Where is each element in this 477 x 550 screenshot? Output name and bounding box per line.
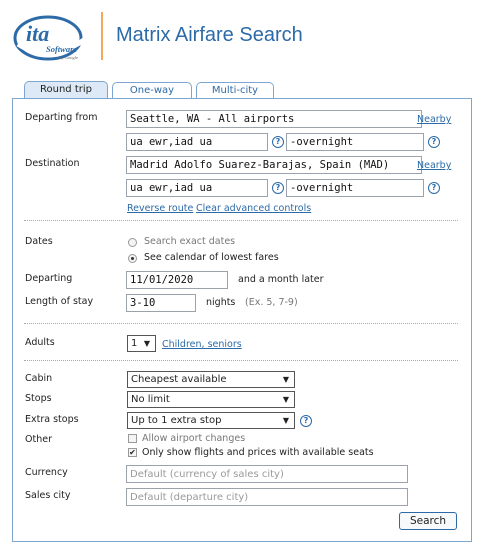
brand-divider <box>101 12 103 60</box>
currency-label: Currency <box>25 467 68 478</box>
other-label: Other <box>25 434 52 445</box>
see-calendar-radio[interactable] <box>128 254 137 263</box>
clear-advanced-controls-link[interactable]: Clear advanced controls <box>196 203 312 214</box>
cabin-select-value: Cheapest available <box>131 374 227 385</box>
chevron-down-icon: ▼ <box>282 375 289 384</box>
logo-by-text: by Google <box>59 55 78 60</box>
departing-nearby-link[interactable]: Nearby <box>417 114 452 125</box>
sales-city-input[interactable]: Default (departure city) <box>126 488 408 506</box>
search-exact-dates-radio[interactable] <box>128 238 137 247</box>
departing-extension-help-icon[interactable]: ? <box>428 136 440 148</box>
destination-routing-help-icon[interactable]: ? <box>272 182 284 194</box>
departing-date-input[interactable]: 11/01/2020 <box>126 271 228 289</box>
cabin-label: Cabin <box>25 373 53 384</box>
length-of-stay-unit: nights <box>206 297 236 308</box>
destination-routing-input[interactable]: ua ewr,iad ua <box>126 179 268 197</box>
available-seats-checkbox[interactable]: ✔ <box>129 448 136 457</box>
departing-label: Departing <box>25 273 73 284</box>
departing-routing-input[interactable]: ua ewr,iad ua <box>126 133 268 151</box>
allow-airport-changes-label: Allow airport changes <box>142 433 246 444</box>
destination-nearby-link[interactable]: Nearby <box>417 160 452 171</box>
destination-input[interactable]: Madrid Adolfo Suarez-Barajas, Spain (MAD) <box>126 156 422 174</box>
extra-stops-select-value: Up to 1 extra stop <box>131 415 222 426</box>
length-of-stay-label: Length of stay <box>25 296 94 307</box>
available-seats-label: Only show flights and prices with available seats <box>142 447 374 458</box>
chevron-down-icon: ▼ <box>143 339 150 348</box>
destination-extension-help-icon[interactable]: ? <box>428 182 440 194</box>
destination-label: Destination <box>25 158 80 169</box>
adults-label: Adults <box>25 337 55 348</box>
logo-main-text: ita <box>26 21 50 46</box>
chevron-down-icon: ▼ <box>282 395 289 404</box>
section-divider <box>24 220 458 221</box>
section-divider <box>24 360 458 361</box>
search-button[interactable]: Search <box>399 512 457 530</box>
ita-software-logo <box>12 14 88 62</box>
length-of-stay-hint: (Ex. 5, 7-9) <box>245 297 298 308</box>
sales-city-label: Sales city <box>25 490 71 501</box>
currency-input[interactable]: Default (currency of sales city) <box>126 465 408 483</box>
extra-stops-label: Extra stops <box>25 414 79 425</box>
search-exact-dates-label: Search exact dates <box>144 236 236 247</box>
extra-stops-help-icon[interactable]: ? <box>300 415 312 427</box>
departing-extension-input[interactable]: -overnight <box>286 133 424 151</box>
allow-airport-changes-checkbox[interactable] <box>128 434 137 443</box>
page-title: Matrix Airfare Search <box>116 24 303 46</box>
departing-from-input[interactable]: Seattle, WA - All airports <box>126 110 422 128</box>
dates-label: Dates <box>25 236 53 247</box>
tab-round-trip[interactable]: Round trip <box>24 81 108 100</box>
children-seniors-link[interactable]: Children, seniors <box>162 339 242 350</box>
departing-from-label: Departing from <box>25 112 98 123</box>
logo-sub-text: Software <box>46 44 78 54</box>
stops-select[interactable] <box>127 391 295 408</box>
adults-select-value: 1 <box>131 338 138 349</box>
adults-select[interactable] <box>127 335 156 352</box>
tab-one-way[interactable]: One-way <box>112 82 192 99</box>
reverse-route-link[interactable]: Reverse route <box>127 203 194 214</box>
chevron-down-icon: ▼ <box>282 416 289 425</box>
length-of-stay-input[interactable]: 3-10 <box>126 294 196 312</box>
destination-extension-input[interactable]: -overnight <box>286 179 424 197</box>
see-calendar-label: See calendar of lowest fares <box>144 252 279 263</box>
tab-multi-city[interactable]: Multi-city <box>196 82 274 99</box>
cabin-select[interactable] <box>127 371 295 388</box>
search-form-panel <box>12 98 472 542</box>
stops-label: Stops <box>25 393 52 404</box>
departing-routing-help-icon[interactable]: ? <box>272 136 284 148</box>
departing-suffix-text: and a month later <box>238 274 324 285</box>
section-divider <box>24 323 458 324</box>
stops-select-value: No limit <box>131 394 170 405</box>
extra-stops-select[interactable] <box>127 412 295 429</box>
